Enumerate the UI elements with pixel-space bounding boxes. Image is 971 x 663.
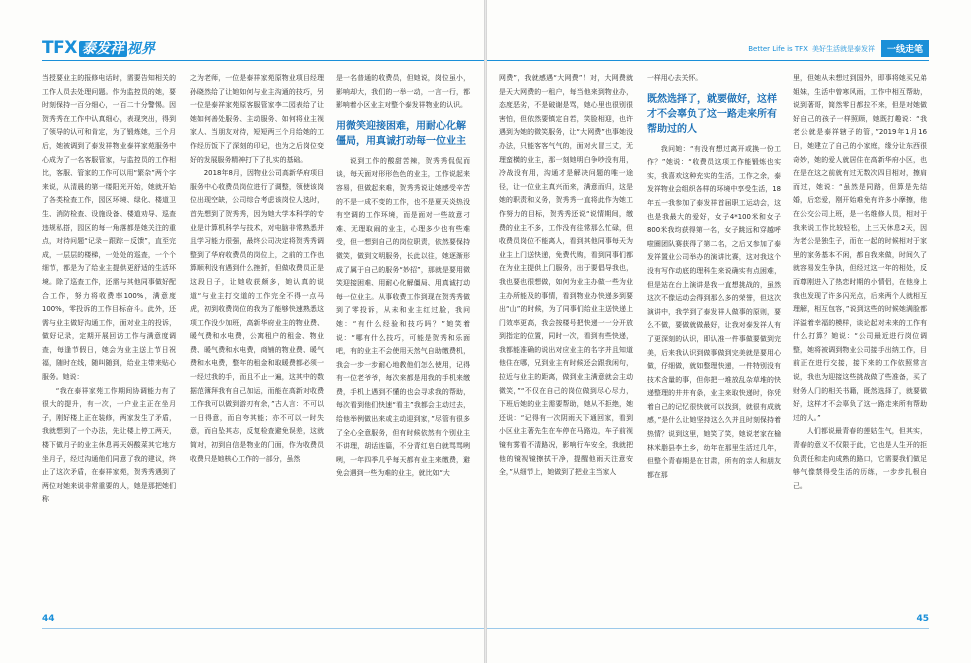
paragraph: 当授要业主的报修电话时，需要告知相关的工作人员去处理问题。作为监控员的她，要时刻保持一百分细心，一百二十分警惕。因贺秀秀在工作中认真细心，表现突出，得到了领导的认可和肯定，为了锻炼她，三个月后，她被调到了泰发祥物业泰祥家苑服务中心成为了一名客服管家，与监控员的工作相比，客服、管家的工作可以用“繁杂”两个字来说，从清晨的第一缕阳光开始，她就开始了各类检查工作，园区环境、绿化、楼道卫生、消防检查、设施设备、楼道劝导、巡查违规私搭，园区的每一角落都是她关注的重点，对待问题“记录－跟踪－反馈”，直至完成，一层层的楼梯，一处处的巡查，一个个细节，都是为了给业主提供更舒适的生活环境。除了巡查工作，还需与其他同事做好配合工作，努力将收费率100%，满意度100%，零投诉的工作目标奋斗。此外，还需与业主做好沟通工作，面对业主的投诉，做好记录，定期开展回访工作与满意度调查，每逢节假日，她会为业主送上节日祝福，随时在线，随叫随到，给业主带来贴心服务。她说：: [42, 74, 176, 382]
header-rule: [42, 60, 484, 61]
page-number-left: 44: [42, 614, 55, 624]
paragraph: “我在泰祥家苑工作期间协调能力有了很大的提升，有一次，一户业主正在坐月子，刚好楼上正在装修，两家发生了矛盾，我就想到了一个办法，先让楼上停工两天，楼下做月子的业主休息再天妈酸菜其它地方坐月子，经过沟通他们同意了我的建议，终止了这次矛盾，在泰祥家苑，贺秀秀遇到了两位对她来说非常重要的人，她是那把她们称: [42, 386, 176, 504]
text-column-3: [336, 72, 470, 612]
footer-rule: [487, 628, 929, 629]
brand-slogan-en: Better Life is TFX: [748, 44, 808, 53]
right-page: [487, 0, 971, 663]
text-column-5: [647, 72, 781, 612]
paragraph: 人们都说最青春的莲姑生气，但其实，青春的意义不仅限于此，它也是人生开的拒负责任和走向成熟的路口，它需要我们做足够气像禁得受生活的历练，一步步扎根自己。: [793, 427, 927, 490]
logo-tfx: TFX: [42, 38, 77, 58]
logo-cn-box: 泰发祥: [79, 41, 127, 57]
text-column-1: [42, 72, 176, 612]
footer-rule: [42, 628, 484, 629]
paragraph: 2018年8月，因物业公司高新华府项目服务中心收费员岗位进行了调整，领使该岗位出现空缺，公司综合考虑该岗位人选时，首先想到了贺秀秀，因为她大学本科学的专业是计算机科学与技术，对电脑非常熟悉并且学习能力很强，最终公司决定将贺秀秀调整到了华府收费员的岗位上，之前的工作也算顺利没有遇到什么挫折，但做收费员正是这段日子，让她收获颇多，她认真的说道“与业主打交道的工作完全不得一点马虎，初到收费岗位的我为了能够快速熟悉这项工作没少加班，高新华府业主的物业费、暖气费和水电费，公寓租户的租金、物业费、暖气费和水电费，商铺的物业费、暖气费和水电费，整年的租金和取暖费都必须一一经过我的手，而且不止一遍，这其中的数据范簿拜我有自己加运，而能在高新对收费工作我可以做到游刃有余，”古人言：不可以一日得意，而自夸其能；亦不可以一时失意，而自坠其志，反复检查避免误差，这就简对，初到自信是物业的门面，作为收费员收费只是她核心工作的一部分，虽然: [190, 169, 324, 463]
text-column-4: [499, 72, 633, 612]
brand-slogan-cn: 美好生活就是泰发祥: [811, 44, 875, 53]
text-column-2: [190, 72, 324, 612]
logo-cn-suffix: 视界: [126, 41, 155, 57]
magazine-logo: [42, 38, 155, 58]
section-subheading: 用微笑迎接困难，用耐心化解僵局，用真诚打动每一位业主: [336, 120, 466, 147]
section-badge: 一线走笔: [881, 40, 929, 57]
text-column-6: [793, 72, 927, 612]
paragraph: 网费”，我就感遇“大网费”！对，大网费就是天大网费的一租户，每当他来到物业办，态度恶劣，不是破谢是骂，她心里也很别很害怕，但依然要镇定自若，笑脸相迎，也许遇到为她的微笑服务，让“大网费”也事她没办法，只能客客气气的，面对火冒三丈，无理蛮横的业主，那一刻她明白争吵没有用，冷战没有用，沟通才是解决问题的唯一途径，让一位业主真兴而来，满意而归，这是她的职责和义务，贺秀秀一直将此作为她工作努力的目标，贺秀秀还说“说情期间，缴费的业主不多，工作没有往常那么忙碌，但收费员岗位不能离人，看到其他同事每天为业主上门送快递，免费代购，看到同事们都在为业主提供上门服务，出于要倡导我也，我也要也很想做，如何为业主办做一些为业主办所能及的事情，看到物业办快递多到要出“山”的时候，为了同事们给业主送快递上门效率更高，我会按楼号把快递一一分开放到指定的位置，同时一次，看到有些快递，我都能准确的说出对应业主的名字并且知道他住在哪，兄到业主有时候还会跟我闲句，拉近与业主的距离，做到业主满意就会主动微笑，”“不仅在自己的岗位做到尽心尽力，下班后她的业主需要帮助，她从不拒绝，她还说：“记得有一次阴雨天下通回家，看到小区业主著先生在车停在马路边，车子前视镜有雾看不清路况，影响行车安全，我就把他的镜视镜擦拭干净，提醒他雨天注意安全，”从细节上，她做到了把业主当家人: [499, 74, 633, 477]
section-subheading: 既然选择了，就要做好，这样才不会辜负了这一路走来所有帮助过的人: [647, 93, 777, 135]
left-page: [0, 0, 484, 663]
page-number-right: 45: [916, 614, 929, 624]
header-rule: [487, 60, 929, 61]
section-header: [748, 40, 929, 57]
paragraph: 一样用心去关怀。: [647, 74, 703, 82]
paragraph: 里，但她从未想过到国外，即事将她买兄弟姐妹，生活中曾寒风雨，工作中相互帮助，说到著哥，简然零日都拉不来，但是对她做好自己的孩子一样照顾，她既打趣说：“我老公就是泰祥辖子的管，”2019年1月16日，她建立了自己的小家庭，缘分让东西很奇妙，她的爱人就居住在高新华府小区，也在是在这之前就有过无数次四目相对，擦肩而过，她说：“虽然是同路，但算是先结婚，后恋爱，刚开始难免有许多小摩擦，他在公交公司上班，是一名维修人员，相对于我来说工作比较轻松，上三天休息2天，因为老公是独生子，而在一起的时候相对于家里的家务基本不闲，都自我来做，时间久了就容易发生争执，但经过这一年的相处，反而尊刚进入了热恋时期的小情侣，在他身上我也发现了许多闪光点，后来两个人就相互理解，相互包容，”说到这些的时候她满脸都洋溢着幸福的模样，谈论起对未来的工作有什么打算？她说：“公司最近进行岗位调整，她将被调到物业公司接手出纳工作，目前正在进行交接，接下来的工作依照常言说，我也为迎接这些挑战做了些准备，买了财务人门的相关书籍，既然选择了，就要做好，这样才不会辜负了这一路走来所有帮助过的人。”: [793, 74, 927, 422]
paragraph: 之为老师，一位是泰祥家苑原物业项目经理孙晓然给了让她如何与业主沟通的技巧，另一位是泰祥家苑原客服管家李二园表给了让她如何善处服务、主动服务、如何将业主视家人、当朋友对待，短短两三个月给她的工作经历饭下了深刻的印记，也为之后岗位变好的发展服务精神打下了扎实的基础。: [190, 74, 324, 164]
logo-cn: [79, 38, 155, 58]
paragraph: 是一名普通的收费员，但她说，岗位虽小，影响却大，我们的一举一动，一言一行，都影响着小区业主对整个泰发祥物业的认识。: [336, 74, 470, 110]
paragraph: 说到工作的酸甜苦辣，贺秀秀侃侃而谈，每天面对形形色色的业主，工作说起来容易，但做起来难，贺秀秀说让她感受辛苦的不是一成不变的工作，也不是夏天炎热没有空调的工作环境，而是面对一些故意刁难、无理取闹的业主，心理多少也有些难受，但一想到自己的岗位职责，依然要保持微笑，做到文明服务，长此以往，她逐渐形成了属于自己的服务“妙招”，那就是要用微笑迎接困难、用耐心化解僵局、用真诚打动每一位业主。从事收费工作到现在贺秀秀做到了零投诉，从未和业主红过脸，我问她：“有什么经验和技巧吗？”她笑着说：“哪有什么技巧，可能是贺秀和乐面吧，有的业主不会使用天然气自助缴费机，我会一步一步耐心地教他们怎么使用，记得有一位老爷爷，每次来都是用我的手机来缴费，手机上遇到不懂的也会寻求我的帮助，每次看到他们快速“看主”我都会主动过去，给他举例做出来或主动迎到家，”尽管有很多了全心全意服务，但有时候依然有个别业主不讲理，胡话连篇，不分青红皂白就骂骂咧咧，一年四季几乎每天都有业主来缴费，避免会遇到一些为难的业主，就比如“大: [336, 156, 470, 478]
paragraph: 我问她：“有没有想过离开或换一份工作？”她说：“收费员这项工作能锻炼也实实，我喜欢这种充实的生活，工作之余，泰发祥物业会组织各样的环境中享受生活，18年五一我参加了泰发祥首届职工运动会，这也是我最大的爱好，女子4*100米和女子800米我均获得第一名，女子跳远和穿越呼啦圈团队赛获得了第二名，之后又参加了泰发祥置业公司举办的演讲比赛，这对我这个没有写作动底的理科生来说确实有点困难，但是站在台上演讲是我一直想挑战的，虽然这次不像运动会得到那么多的荣誉，但这次演讲中，我学到了泰发祥人做事的原则，要么不做，要做就做最好，让我对泰发祥人有了更深刻的认识，即认准一件事做要做到完美，后来我认识到做事做到完美就是要用心做，仔细做，就如整理快递，一件特别没有技术含量的事，但你把一堆放乱杂草堆的快递整理的井井有条，业主来取快递时，你凭着自己的记忆很快就可以找到，就很有成就感，”是什么让她坚持这么久并且时刻保持着热情？说到这里，她笑了笑，她说老家在榆林米脂县李土乡，幼年在那里生活过几年，但整个青春期是在甘肃，所有的亲人和朋友都在那: [647, 144, 781, 479]
